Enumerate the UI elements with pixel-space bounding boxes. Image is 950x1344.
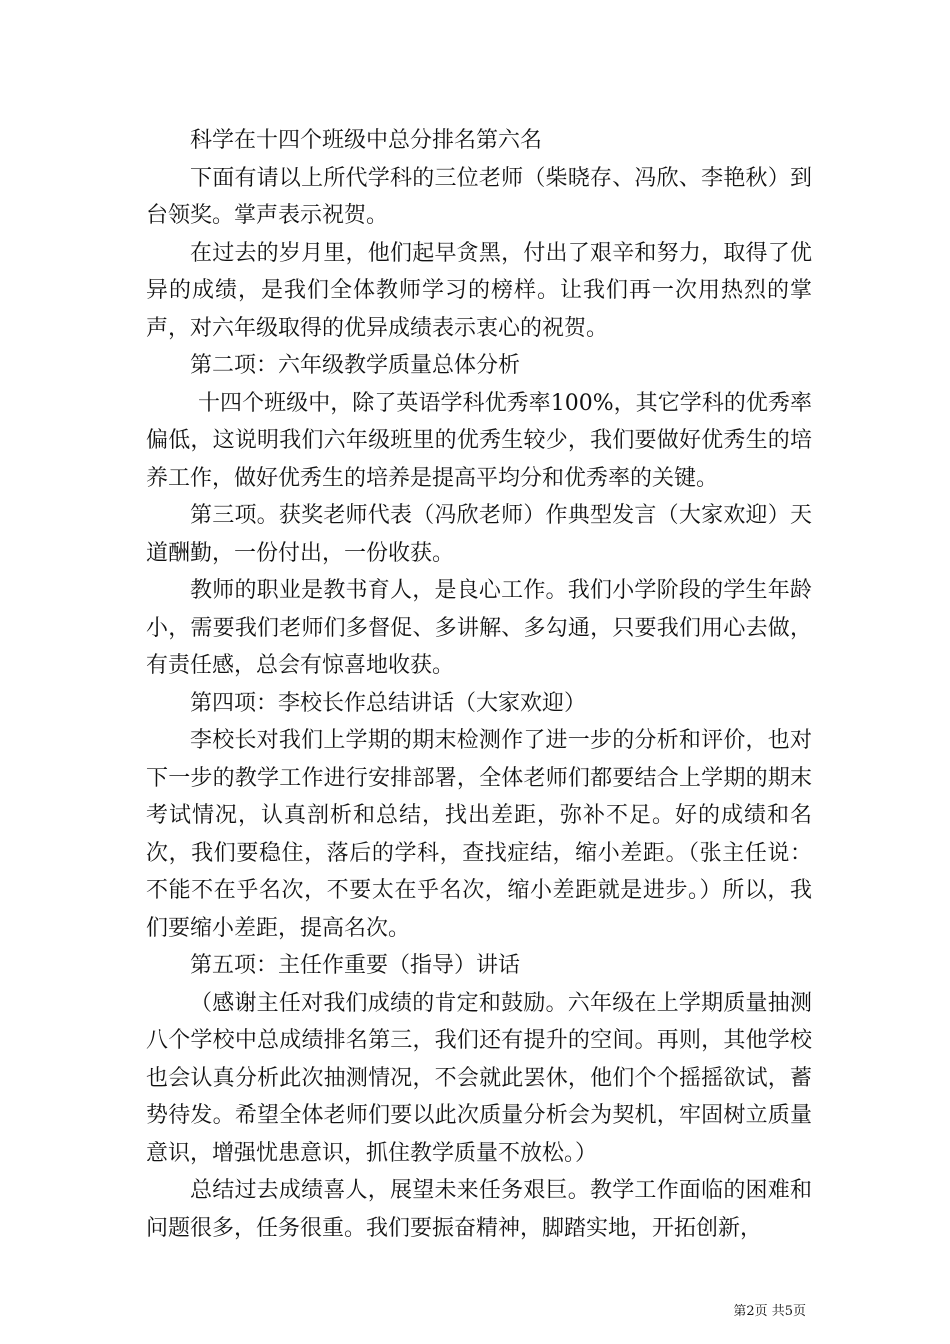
paragraph-12: 总结过去成绩喜人，展望未来任务艰巨。教学工作面临的困难和问题很多，任务很重。我们要振奋精神，脚踏实地，开拓创新， — [146, 1178, 812, 1241]
section-heading-4: 第四项：李校长作总结讲话（大家欢迎） — [190, 690, 587, 716]
paragraph-11: （感谢主任对我们成绩的肯定和鼓励。六年级在上学期质量抽测八个学校中总成绩排名第三，我们还有提升的空间。再则，其他学校也会认真分析此次抽测情况，不会就此罢休，他们个个摇摇欲试，蓄势待发。希望全体老师们要以此次质量分析会为契机，牢固树立质量意识，增强忧患意识，抓住教学质量不放松。） — [146, 990, 812, 1166]
paragraph-9: 李校长对我们上学期的期末检测作了进一步的分析和评价，也对下一步的教学工作进行安排部署，全体老师们都要结合上学期的期末考试情况，认真剖析和总结，找出差距，弥补不足。好的成绩和名次，我们要稳住，落后的学科，查找症结，缩小差距。（张主任说：不能不在乎名次，不要太在乎名次，缩小差距就是进步。）所以，我们要缩小差距，提高名次。 — [146, 728, 812, 941]
paragraph-7: 教师的职业是教书育人，是良心工作。我们小学阶段的学生年龄小，需要我们老师们多督促、多讲解、多勾通，只要我们用心去做，有责任感，总会有惊喜地收获。 — [146, 578, 812, 678]
document-body — [146, 122, 812, 1247]
section-heading-5: 第五项：主任作重要（指导）讲话 — [190, 953, 521, 978]
paragraph-5: 十四个班级中，除了英语学科优秀率100%，其它学科的优秀率偏低，这说明我们六年级班里的优秀生较少，我们要做好优秀生的培养工作，做好优秀生的培养是提高平均分和优秀率的关键。 — [146, 390, 812, 491]
section-heading-3: 第三项。获奖老师代表（冯欣老师）作典型发言（大家欢迎）天道酬勤，一份付出，一份收获。 — [146, 503, 812, 566]
section-heading-2: 第二项：六年级教学质量总体分析 — [190, 353, 521, 378]
paragraph-1: 科学在十四个班级中总分排名第六名 — [190, 128, 543, 153]
paragraph-3: 在过去的岁月里，他们起早贪黑，付出了艰辛和努力，取得了优异的成绩，是我们全体教师学习的榜样。让我们再一次用热烈的掌声，对六年级取得的优异成绩表示衷心的祝贺。 — [146, 240, 812, 341]
page-number-footer: 第2页 共5页 — [733, 1304, 806, 1319]
paragraph-2: 下面有请以上所代学科的三位老师（柴晓存、冯欣、李艳秋）到台领奖。掌声表示祝贺。 — [146, 165, 812, 228]
